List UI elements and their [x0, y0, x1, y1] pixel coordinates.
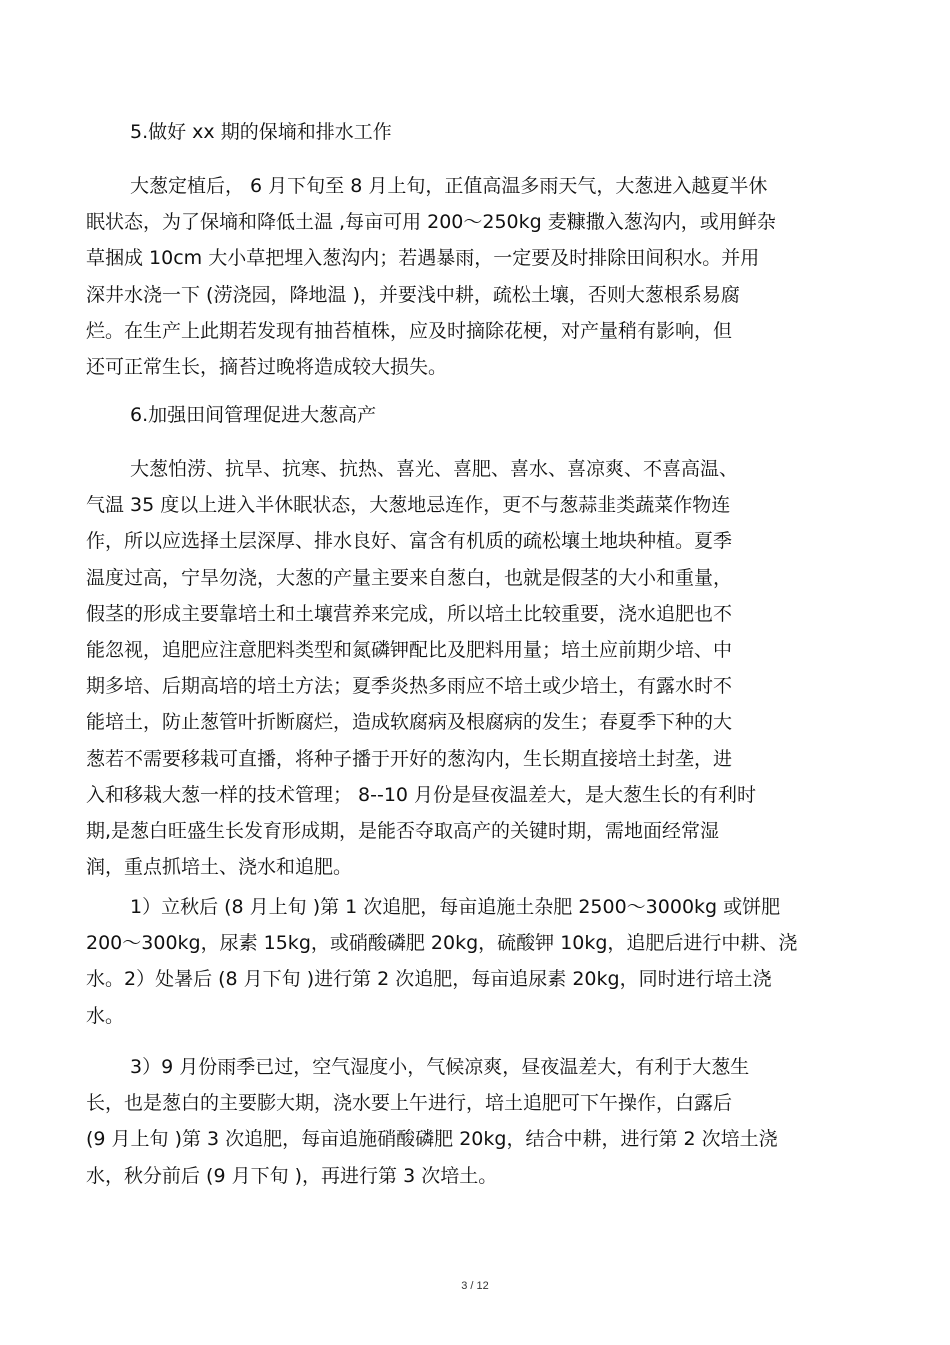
text-line: 入和移栽大葱一样的技术管理； 8--10 月份是昼夜温差大，是大葱生长的有利时 [86, 783, 757, 806]
text-line: 眠状态，为了保墒和降低土温 ,每亩可用 200～250kg 麦糠撒入葱沟内，或用鲜杂 [86, 211, 776, 234]
section-5-paragraph-1 [86, 168, 866, 385]
text-line: 水。 [86, 1004, 125, 1027]
text-line: 气温 35 度以上进入半休眠状态，大葱地忌连作，更不与葱蒜韭类蔬菜作物连 [86, 494, 731, 517]
section-6-paragraph-1 [86, 451, 866, 885]
text-line: 大葱定植后， 6 月下旬至 8 月上旬，正值高温多雨天气，大葱进入越夏半休 [130, 175, 768, 197]
page-indicator: 3 / 12 [461, 1280, 489, 1292]
section-6-paragraph-2 [86, 889, 866, 1034]
text-line: 大葱怕涝、抗旱、抗寒、抗热、喜光、喜肥、喜水、喜凉爽、不喜高温、 [130, 458, 739, 480]
text-line: 作，所以应选择土层深厚、排水良好、富含有机质的疏松壤土地块种植。夏季 [86, 530, 733, 553]
text-line: 深井水浇一下 (涝浇园，降地温 )，并要浅中耕，疏松土壤，否则大葱根系易腐 [86, 283, 740, 306]
text-line: 烂。在生产上此期若发现有抽苔植株，应及时摘除花梗，对产量稍有影响，但 [86, 319, 733, 342]
text-line: (9 月上旬 )第 3 次追肥，每亩追施硝酸磷肥 20kg，结合中耕，进行第 2 次培土浇 [86, 1128, 778, 1151]
section-6-paragraph-3 [86, 1049, 866, 1194]
text-line: 假茎的形成主要靠培土和土壤营养来完成，所以培土比较重要，浇水追肥也不 [86, 602, 733, 625]
text-line: 能培土，防止葱管叶折断腐烂，造成软腐病及根腐病的发生；春夏季下种的大 [86, 711, 733, 734]
text-line: 长，也是葱白的主要膨大期，浇水要上午进行，培土追肥可下午操作，白露后 [86, 1092, 733, 1115]
text-line: 温度过高，宁旱勿浇，大葱的产量主要来自葱白，也就是假茎的大小和重量， [86, 566, 733, 589]
text-line: 还可正常生长，摘苔过晚将造成较大损失。 [86, 355, 448, 378]
section-heading-6: 6.加强田间管理促进大葱高产 [130, 404, 377, 426]
text-line: 水，秋分前后 (9 月下旬 )，再进行第 3 次培土。 [86, 1164, 498, 1187]
text-line: 能忽视，追肥应注意肥料类型和氮磷钾配比及肥料用量；培土应前期少培、中 [86, 638, 733, 661]
text-line: 1）立秋后 (8 月上旬 )第 1 次追肥，每亩追施土杂肥 2500～3000kg 或饼肥 [130, 896, 781, 918]
text-line: 水。2）处暑后 (8 月下旬 )进行第 2 次追肥，每亩追尿素 20kg，同时进行培土浇 [86, 968, 772, 991]
text-line: 3）9 月份雨季已过，空气湿度小，气候凉爽，昼夜温差大，有利于大葱生 [130, 1056, 750, 1078]
text-line: 润，重点抓培土、浇水和追肥。 [86, 856, 353, 879]
text-line: 葱若不需要移栽可直播，将种子播于开好的葱沟内，生长期直接培土封垄，进 [86, 747, 733, 770]
text-line: 200～300kg，尿素 15kg，或硝酸磷肥 20kg，硫酸钾 10kg，追肥后进行中耕、浇 [86, 932, 798, 955]
text-line: 期,是葱白旺盛生长发育形成期，是能否夺取高产的关键时期，需地面经常湿 [86, 819, 720, 842]
section-heading-5: 5.做好 xx 期的保墒和排水工作 [130, 121, 392, 143]
text-line: 期多培、后期高培的培土方法；夏季炎热多雨应不培土或少培土，有露水时不 [86, 675, 733, 698]
text-line: 草捆成 10cm 大小草把埋入葱沟内；若遇暴雨，一定要及时排除田间积水。并用 [86, 247, 760, 270]
